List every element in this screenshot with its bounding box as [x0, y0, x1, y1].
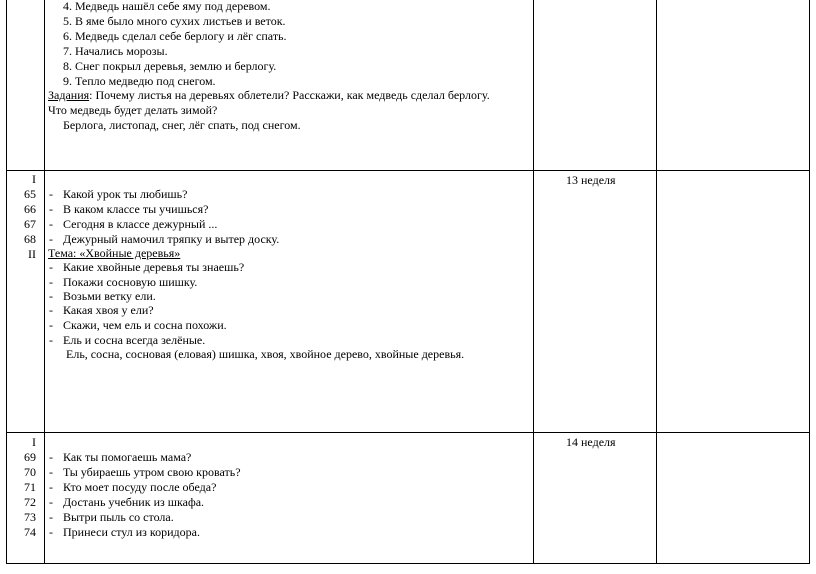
- vocabulary-line: Берлога, листопад, снег, лёг спать, под снегом.: [63, 118, 301, 132]
- column-divider-2: [533, 0, 534, 564]
- lesson-number: 69: [24, 450, 36, 464]
- lesson-number: 71: [24, 480, 36, 494]
- list-item: Достань учебник из шкафа.: [63, 495, 205, 509]
- lesson-number: 66: [24, 202, 36, 216]
- numbered-item: 7. Начались морозы.: [63, 44, 168, 58]
- list-item: Дежурный намочил тряпку и вытер доску.: [63, 232, 280, 246]
- list-bullet: -: [49, 260, 53, 274]
- list-item: Кто моет посуду после обеда?: [63, 480, 217, 494]
- lesson-number: 72: [24, 495, 36, 509]
- list-bullet: -: [49, 318, 53, 332]
- list-bullet: -: [49, 232, 53, 246]
- lesson-number: 73: [24, 510, 36, 524]
- column-divider-1: [44, 0, 45, 564]
- column-divider-3: [656, 0, 657, 564]
- list-bullet: -: [49, 217, 53, 231]
- task-line: [48, 88, 490, 103]
- list-bullet: -: [49, 289, 53, 303]
- list-bullet: -: [49, 333, 53, 347]
- list-bullet: -: [49, 495, 53, 509]
- task-text: : Почему листья на деревьях облетели? Расскажи, как медведь сделал берлогу.: [89, 88, 490, 102]
- list-item: Какой урок ты любишь?: [63, 187, 188, 201]
- list-item: Ель и сосна всегда зелёные.: [63, 333, 206, 347]
- topic-heading: Тема: «Хвойные деревья»: [48, 246, 181, 260]
- list-item: Сегодня в классе дежурный ...: [63, 217, 218, 231]
- list-item: Вытри пыль со стола.: [63, 510, 174, 524]
- list-bullet: -: [49, 187, 53, 201]
- lesson-number: II: [28, 247, 36, 261]
- list-item: Принеси стул из коридора.: [63, 525, 200, 539]
- numbered-item: 8. Снег покрыл деревья, землю и берлогу.: [63, 59, 277, 73]
- list-bullet: -: [49, 510, 53, 524]
- lesson-number: 70: [24, 465, 36, 479]
- week-label: 14 неделя: [566, 435, 616, 449]
- row-divider-1: [6, 170, 810, 171]
- list-bullet: -: [49, 525, 53, 539]
- table-border-bottom: [6, 563, 810, 564]
- list-item: Покажи сосновую шишку.: [63, 275, 198, 289]
- list-item: Возьми ветку ели.: [63, 289, 156, 303]
- list-bullet: -: [49, 450, 53, 464]
- list-bullet: -: [49, 303, 53, 317]
- task-label: Задания: [48, 88, 90, 102]
- lesson-number: I: [32, 172, 36, 186]
- task-line-2: Что медведь будет делать зимой?: [48, 103, 218, 117]
- numbered-item: 5. В яме было много сухих листьев и веток.: [63, 14, 286, 28]
- lesson-number: 65: [24, 187, 36, 201]
- list-bullet: -: [49, 202, 53, 216]
- numbered-item: 4. Медведь нашёл себе яму под деревом.: [63, 0, 271, 13]
- lesson-number: 67: [24, 217, 36, 231]
- list-item: Как ты помогаешь мама?: [63, 450, 192, 464]
- lesson-number: 68: [24, 232, 36, 246]
- list-bullet: -: [49, 275, 53, 289]
- list-bullet: -: [49, 480, 53, 494]
- row-divider-2: [6, 432, 810, 433]
- list-item: Ты убираешь утром свою кровать?: [63, 465, 241, 479]
- numbered-item: 9. Тепло медведю под снегом.: [63, 74, 216, 88]
- numbered-item: 6. Медведь сделал себе берлогу и лёг спать.: [63, 29, 287, 43]
- list-item: В каком классе ты учишься?: [63, 202, 209, 216]
- list-item: Скажи, чем ель и сосна похожи.: [63, 318, 227, 332]
- lesson-number: I: [32, 435, 36, 449]
- week-label: 13 неделя: [566, 173, 616, 187]
- list-item: Какие хвойные деревья ты знаешь?: [63, 260, 245, 274]
- list-item: Какая хвоя у ели?: [63, 303, 154, 317]
- table-border-right: [809, 0, 810, 564]
- vocabulary-line: Ель, сосна, сосновая (еловая) шишка, хвоя, хвойное дерево, хвойные деревья.: [66, 347, 465, 361]
- list-bullet: -: [49, 465, 53, 479]
- lesson-number: 74: [24, 525, 36, 539]
